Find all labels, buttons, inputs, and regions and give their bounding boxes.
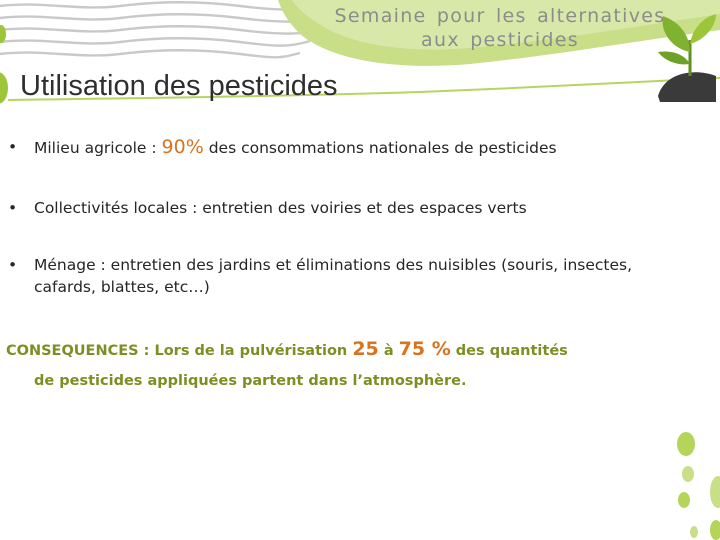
banner-title [300,4,700,52]
left-edge-oval [0,72,8,104]
consequences-between: à [378,343,399,359]
bullet-marker: • [8,256,18,274]
bullet-agriculture-prefix: Milieu agricole : [34,139,162,157]
bullet-agriculture [8,136,557,159]
consequences-line-2: de pesticides appliquées partent dans l’atmosphère. [34,373,467,389]
green-dots-decoration [660,420,720,540]
bullet-marker: • [8,199,18,217]
agriculture-percentage: 90% [161,136,204,158]
banner-line-1: Semaine pour les alternatives [334,5,666,27]
consequences-suffix: des quantités [450,343,568,359]
consequences-prefix: CONSEQUENCES : Lors de la pulvérisation [6,343,353,359]
consequences-high-value: 75 % [398,338,451,360]
consequences-low-value: 25 [352,338,379,360]
bullet-menage-text: Ménage : entretien des jardins et éliminations des nuisibles (souris, insectes, cafards, blattes, etc…) [34,256,633,296]
consequences-line-1 [6,338,568,360]
page-title: Utilisation des pesticides [20,70,338,102]
wavy-lines [0,2,330,57]
bullet-collectivites-text: Collectivités locales : entretien des voiries et des espaces verts [34,199,527,217]
bullet-marker: • [8,138,18,156]
bullet-agriculture-suffix: des consommations nationales de pesticides [203,139,557,157]
banner-line-2: aux pesticides [421,29,579,51]
bullet-collectivites [8,197,527,219]
bullet-menage [8,254,684,298]
